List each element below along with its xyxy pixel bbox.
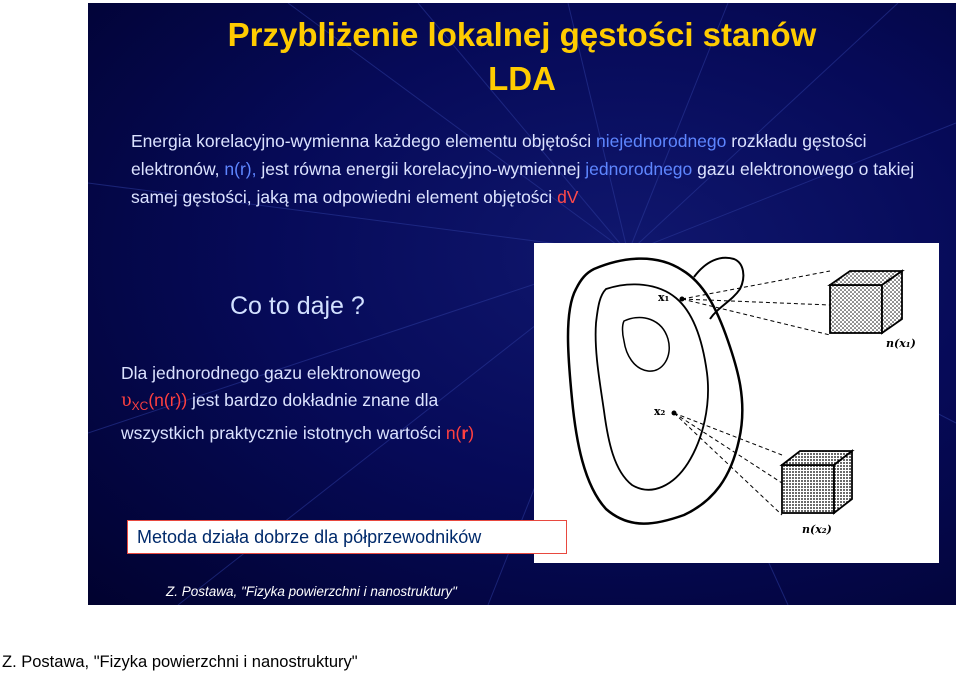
term-nonuniform: niejednorodnego [595,131,727,151]
ray-x1-c [682,299,830,335]
ray-x1-a [682,271,830,299]
para2-line-1: Dla jednorodnego gazu elektronowego [121,363,421,383]
slide-title [88,13,956,101]
irregular-solid-cavity [623,318,670,372]
term-density: n(r), [224,159,257,179]
question-heading: Co to daje ? [230,292,365,320]
ray-x2-a [674,413,782,455]
slide [88,3,956,605]
title-line-2: LDA [488,60,556,97]
para-text-1: Energia korelacyjno-wymienna każdego elementu objętości [131,131,596,151]
lda-diagram [534,243,939,563]
irregular-solid-inner [596,284,708,489]
lda-figure [534,243,939,563]
term-volume-element: dV [557,187,579,207]
term-uniform: jednorodnego [585,159,693,179]
title-line-1: Przybliżenie lokalnej gęstości stanów [227,16,817,53]
para2-rest: jest bardzo dokładnie znane dla wszystkich praktycznie istotnych wartości [121,390,446,443]
upsilon-symbol: υ [121,391,132,411]
label-x1: x₁ [658,291,670,304]
xc-subscript: XC [131,399,149,413]
method-note-box: Metoda działa dobrze dla półprzewodników [127,520,567,554]
lda-definition-paragraph [131,127,931,211]
density-r: r [461,423,469,443]
uniform-gas-paragraph [121,360,521,447]
density-suffix: ) [468,423,475,443]
para-text-2: rozkładu gęstości elektronów, [131,131,867,179]
label-x2: x₂ [654,405,666,418]
para-text-3: jest równa energii korelacyjno-wymiennej [256,159,586,179]
slide-footer: Z. Postawa, "Fizyka powierzchni i nanostruktury" [166,584,457,599]
irregular-solid-outer [568,259,742,524]
cube-x1-front [830,285,882,333]
ray-x2-c [674,413,782,515]
label-n-x2: n(x₂) [802,523,832,536]
label-n-x1: n(x₁) [886,337,916,350]
page-footer: Z. Postawa, "Fizyka powierzchni i nanostruktury" [2,653,358,671]
xc-argument: (n(r)) [148,390,188,410]
para-text-4: gazu elektronowego o takiej samej gęstości, jaką ma odpowiedni element objętości [131,159,915,207]
density-prefix: n( [445,423,462,443]
cube-x2-front [782,465,834,513]
